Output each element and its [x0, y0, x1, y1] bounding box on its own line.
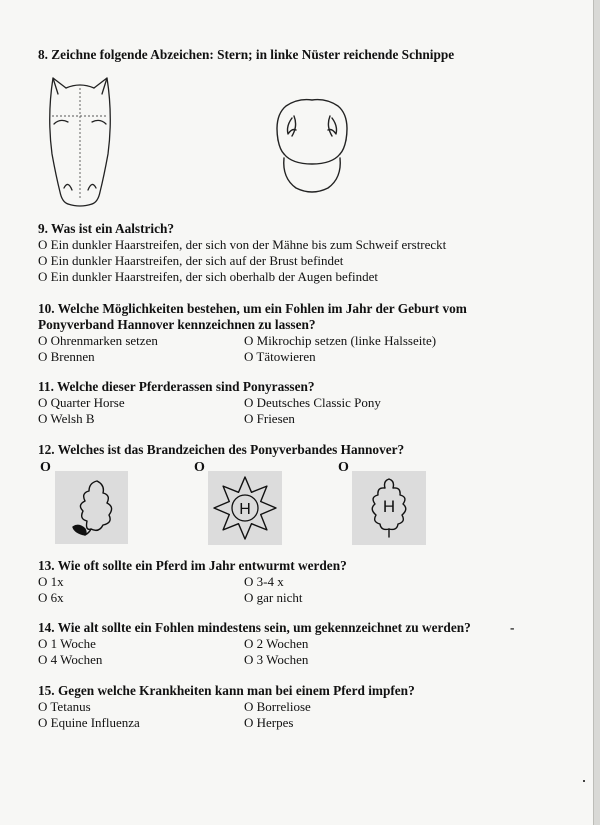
q13-option-1x[interactable]: O 1x: [38, 574, 64, 589]
oak-leaf-brand-icon: [55, 471, 128, 544]
q11-title: 11. Welche dieser Pferderassen sind Ponyrassen?: [38, 379, 315, 394]
q11-option-welsh-b[interactable]: O Welsh B: [38, 411, 95, 426]
q9-block: [38, 221, 446, 285]
q12-mark-b[interactable]: O: [194, 460, 205, 475]
q11-option-classic-pony[interactable]: O Deutsches Classic Pony: [244, 395, 381, 410]
q13-option-never[interactable]: O gar nicht: [244, 590, 303, 605]
q15-option-borreliose[interactable]: O Borreliose: [244, 699, 311, 714]
q14-option-4-weeks[interactable]: O 4 Wochen: [38, 652, 103, 667]
q12-option-leaf-h[interactable]: [352, 471, 426, 545]
scan-speck: [583, 780, 585, 782]
q10-option-microchip[interactable]: O Mikrochip setzen (linke Halsseite): [244, 333, 437, 348]
q14-title: 14. Wie alt sollte ein Fohlen mindestens sein, um gekennzeichnet zu werden?: [38, 620, 471, 635]
q11-block: [38, 379, 381, 427]
q15-option-tetanus[interactable]: O Tetanus: [38, 699, 91, 714]
q14-block: [38, 620, 471, 668]
page-edge-shadow: [593, 0, 600, 825]
q10-block: [38, 301, 467, 365]
q14-option-2-weeks[interactable]: O 2 Wochen: [244, 636, 309, 651]
q10-option-ear-tags[interactable]: O Ohrenmarken setzen: [38, 333, 158, 348]
star-h-letter: H: [239, 501, 251, 518]
q13-block: [38, 558, 347, 606]
q15-block: [38, 683, 415, 731]
q12-option-star-h[interactable]: [208, 471, 282, 545]
q9-option-2[interactable]: O Ein dunkler Haarstreifen, der sich auf der Brust befindet: [38, 253, 344, 268]
horse-head-front-outline-icon: [44, 76, 116, 210]
q9-option-1[interactable]: O Ein dunkler Haarstreifen, der sich von der Mähne bis zum Schweif erstreckt: [38, 237, 447, 252]
q9-title: 9. Was ist ein Aalstrich?: [38, 221, 175, 236]
q8-title: 8. Zeichne folgende Abzeichen: Stern; in linke Nüster reichende Schnippe: [38, 47, 455, 62]
q15-title: 15. Gegen welche Krankheiten kann man bei einem Pferd impfen?: [38, 683, 415, 698]
q14-option-1-week[interactable]: O 1 Woche: [38, 636, 96, 651]
q11-option-quarter-horse[interactable]: O Quarter Horse: [38, 395, 125, 410]
q14-option-3-weeks[interactable]: O 3 Wochen: [244, 652, 309, 667]
q9-option-3[interactable]: O Ein dunkler Haarstreifen, der sich oberhalb der Augen befindet: [38, 269, 379, 284]
q12-option-leaf[interactable]: [55, 471, 128, 544]
q10-option-tattoo[interactable]: O Tätowieren: [244, 349, 316, 364]
oak-leaf-h-brand-icon: [352, 471, 426, 545]
q14-trailing-mark: -: [510, 620, 515, 635]
q13-title: 13. Wie oft sollte ein Pferd im Jahr entwurmt werden?: [38, 558, 347, 573]
q12-mark-c[interactable]: O: [338, 460, 349, 475]
q11-option-friesen[interactable]: O Friesen: [244, 411, 295, 426]
q15-option-influenza[interactable]: O Equine Influenza: [38, 715, 140, 730]
q13-option-6x[interactable]: O 6x: [38, 590, 64, 605]
star-h-brand-icon: [208, 471, 282, 545]
q10-title-line2: Ponyverband Hannover kennzeichnen zu lassen?: [38, 317, 316, 332]
horse-muzzle-outline-icon: [270, 96, 354, 198]
q10-option-branding[interactable]: O Brennen: [38, 349, 95, 364]
leaf-h-letter: H: [382, 497, 396, 516]
q13-option-3-4x[interactable]: O 3-4 x: [244, 574, 284, 589]
q10-title-line1: 10. Welche Möglichkeiten bestehen, um ein Fohlen im Jahr der Geburt vom: [38, 301, 467, 316]
q12-title: 12. Welches ist das Brandzeichen des Ponyverbandes Hannover?: [38, 442, 405, 457]
q15-option-herpes[interactable]: O Herpes: [244, 715, 294, 730]
q12-mark-a[interactable]: O: [40, 460, 51, 475]
